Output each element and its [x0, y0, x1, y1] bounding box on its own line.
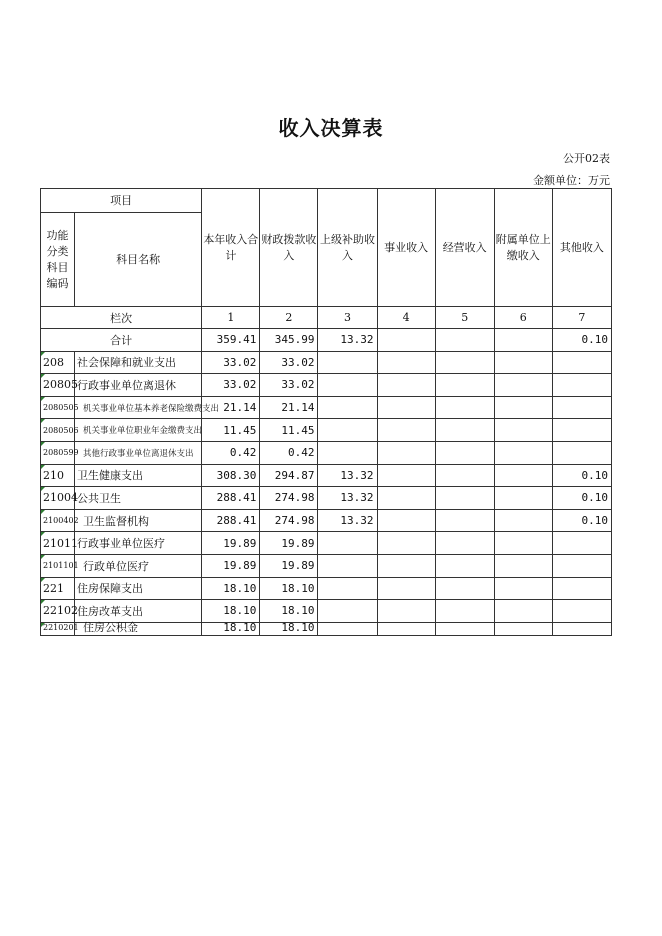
col-number: 2 [260, 307, 318, 329]
row-name: 卫生健康支出 [75, 464, 202, 487]
row-value [318, 396, 377, 419]
total-value [377, 329, 435, 352]
row-value [494, 622, 552, 635]
row-value: 19.89 [202, 554, 260, 577]
row-value [377, 441, 435, 464]
row-value: 18.10 [260, 577, 318, 600]
row-name: 行政单位医疗 [75, 554, 202, 577]
row-code: 2080599 [41, 441, 75, 464]
row-value: 0.42 [260, 441, 318, 464]
row-value: 274.98 [260, 487, 318, 510]
total-value: 345.99 [260, 329, 318, 352]
row-code: 210 [41, 464, 75, 487]
col-number: 4 [377, 307, 435, 329]
row-value: 33.02 [202, 374, 260, 397]
col-number: 1 [202, 307, 260, 329]
row-value [494, 532, 552, 555]
row-value [318, 351, 377, 374]
row-value: 18.10 [202, 622, 260, 635]
row-value [552, 351, 611, 374]
row-code: 2080505 [41, 396, 75, 419]
row-value [494, 351, 552, 374]
row-value [435, 396, 494, 419]
row-value: 21.14 [260, 396, 318, 419]
row-name: 卫生监督机构 [75, 509, 202, 532]
row-value [435, 441, 494, 464]
col-number: 6 [494, 307, 552, 329]
row-value [552, 532, 611, 555]
header-col-3: 上级补助收入 [318, 189, 377, 307]
row-value: 274.98 [260, 509, 318, 532]
table-row [41, 351, 612, 374]
table-row [41, 374, 612, 397]
header-project: 项目 [41, 189, 202, 213]
row-value [377, 622, 435, 635]
row-value [377, 464, 435, 487]
row-value: 21.14 [202, 396, 260, 419]
row-name: 行政事业单位医疗 [75, 532, 202, 555]
row-value [435, 419, 494, 442]
row-value: 0.10 [552, 509, 611, 532]
row-name: 住房改革支出 [75, 600, 202, 623]
row-name: 住房保障支出 [75, 577, 202, 600]
row-value [377, 554, 435, 577]
table-row [41, 532, 612, 555]
row-value [494, 554, 552, 577]
row-value [435, 509, 494, 532]
total-value: 13.32 [318, 329, 377, 352]
row-value [494, 509, 552, 532]
header-col-7: 其他收入 [552, 189, 611, 307]
form-number: 公开02表 [563, 152, 610, 165]
header-col-5: 经营收入 [435, 189, 494, 307]
row-value [435, 351, 494, 374]
row-value: 33.02 [260, 351, 318, 374]
row-name: 行政事业单位离退休 [75, 374, 202, 397]
total-value: 359.41 [202, 329, 260, 352]
row-value: 288.41 [202, 509, 260, 532]
row-value [377, 419, 435, 442]
row-value [552, 577, 611, 600]
row-code: 22102 [41, 600, 75, 623]
row-value: 13.32 [318, 464, 377, 487]
row-value: 11.45 [260, 419, 318, 442]
row-name: 其他行政事业单位离退休支出 [75, 441, 202, 464]
row-value: 19.89 [260, 554, 318, 577]
row-value [494, 600, 552, 623]
row-value [377, 577, 435, 600]
row-value [494, 396, 552, 419]
row-value [552, 441, 611, 464]
row-code: 21004 [41, 487, 75, 510]
row-value [318, 374, 377, 397]
row-value: 288.41 [202, 487, 260, 510]
total-value [494, 329, 552, 352]
row-code: 2100402 [41, 509, 75, 532]
row-value [435, 374, 494, 397]
row-value [552, 419, 611, 442]
row-code: 2080506 [41, 419, 75, 442]
row-value: 18.10 [260, 622, 318, 635]
table-row [41, 577, 612, 600]
row-value [435, 622, 494, 635]
row-value [318, 622, 377, 635]
row-value [377, 600, 435, 623]
row-code: 20805 [41, 374, 75, 397]
row-value [552, 396, 611, 419]
row-value: 33.02 [260, 374, 318, 397]
table-row [41, 419, 612, 442]
table-row [41, 441, 612, 464]
table-row [41, 464, 612, 487]
row-value [494, 464, 552, 487]
row-value [318, 577, 377, 600]
total-value: 0.10 [552, 329, 611, 352]
row-value: 13.32 [318, 487, 377, 510]
row-value [435, 464, 494, 487]
row-name: 社会保障和就业支出 [75, 351, 202, 374]
row-value [377, 351, 435, 374]
row-value: 18.10 [202, 600, 260, 623]
header-col-2: 财政拨款收入 [260, 189, 318, 307]
table-row [41, 487, 612, 510]
table-row [41, 509, 612, 532]
header-func-code: 功能分类科目编码 [41, 213, 75, 307]
row-value [552, 374, 611, 397]
row-code: 2101101 [41, 554, 75, 577]
header-col-6: 附属单位上缴收入 [494, 189, 552, 307]
income-table [40, 188, 612, 636]
row-value: 18.10 [202, 577, 260, 600]
table-row [41, 622, 612, 635]
row-value: 0.10 [552, 464, 611, 487]
header-col-4: 事业收入 [377, 189, 435, 307]
table-row [41, 554, 612, 577]
row-value [318, 441, 377, 464]
row-code: 2210201 [41, 622, 75, 635]
row-value [435, 600, 494, 623]
row-value [318, 419, 377, 442]
row-value [494, 419, 552, 442]
row-name: 机关事业单位职业年金缴费支出 [75, 419, 202, 442]
row-value [377, 396, 435, 419]
amount-unit: 金额单位：万元 [533, 174, 610, 187]
row-code: 208 [41, 351, 75, 374]
row-value [494, 487, 552, 510]
row-value: 18.10 [260, 600, 318, 623]
total-label: 合计 [41, 329, 202, 352]
row-value [494, 374, 552, 397]
row-value [552, 600, 611, 623]
total-row [41, 329, 612, 352]
row-value [318, 532, 377, 555]
page-title: 收入决算表 [278, 116, 384, 140]
row-value [552, 622, 611, 635]
row-value [377, 509, 435, 532]
row-value: 11.45 [202, 419, 260, 442]
row-value [435, 487, 494, 510]
row-value [377, 532, 435, 555]
header-col-1: 本年收入合计 [202, 189, 260, 307]
table-row [41, 396, 612, 419]
header-subject-name: 科目名称 [75, 213, 202, 307]
total-value [435, 329, 494, 352]
row-value: 294.87 [260, 464, 318, 487]
row-value [435, 554, 494, 577]
col-number: 3 [318, 307, 377, 329]
row-value [494, 577, 552, 600]
row-value: 33.02 [202, 351, 260, 374]
row-value [318, 600, 377, 623]
row-value: 19.89 [202, 532, 260, 555]
row-value: 13.32 [318, 509, 377, 532]
row-value [377, 487, 435, 510]
row-code: 21011 [41, 532, 75, 555]
row-value [552, 554, 611, 577]
row-name: 机关事业单位基本养老保险缴费支出 [75, 396, 202, 419]
row-value [318, 554, 377, 577]
row-value [435, 577, 494, 600]
row-value: 19.89 [260, 532, 318, 555]
table-row [41, 600, 612, 623]
row-value [435, 532, 494, 555]
row-name: 住房公积金 [75, 622, 202, 635]
row-value: 0.42 [202, 441, 260, 464]
row-code: 221 [41, 577, 75, 600]
col-number: 5 [435, 307, 494, 329]
row-index-label: 栏次 [41, 307, 202, 329]
row-name: 公共卫生 [75, 487, 202, 510]
row-value [377, 374, 435, 397]
col-number: 7 [552, 307, 611, 329]
row-value [494, 441, 552, 464]
row-value: 308.30 [202, 464, 260, 487]
row-value: 0.10 [552, 487, 611, 510]
